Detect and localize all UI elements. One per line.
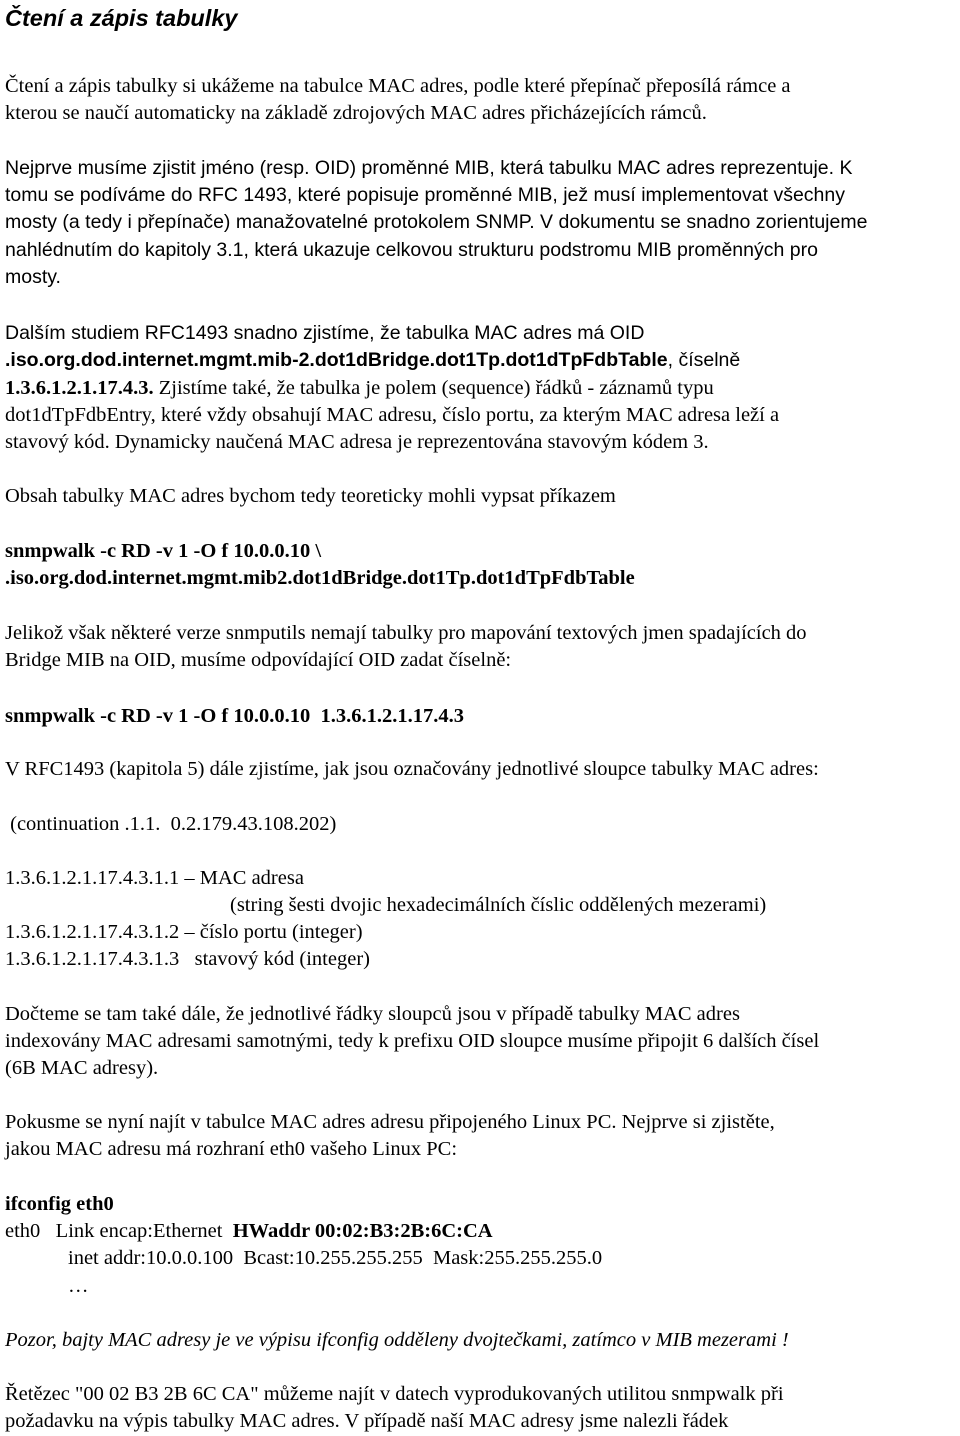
paragraph-line: Dalším studiem RFC1493 snadno zjistíme, že tabulka MAC adres má OID	[5, 322, 645, 344]
paragraph-line	[5, 347, 740, 374]
hwaddr: HWaddr 00:02:B3:2B:6C:CA	[232, 1220, 493, 1242]
ifconfig-ellipsis: …	[68, 1275, 89, 1297]
paragraph-line: Jelikož však některé verze snmputils nemají tabulky pro mapování textových jmen spadajících do	[5, 622, 807, 644]
paragraph-text: Zjistíme také, že tabulka je polem (sequence) řádků - záznamů typu	[153, 377, 714, 399]
command-line: snmpwalk -c RD -v 1 -O f 10.0.0.10 1.3.6.1.2.1.17.4.3	[5, 705, 464, 727]
paragraph-line: nahlédnutím do kapitoly 3.1, která ukazuje celkovou strukturu podstromu MIB proměnných pro	[5, 239, 818, 261]
paragraph-line: (6B MAC adresy).	[5, 1057, 159, 1079]
ifconfig-text: eth0 Link encap:Ethernet	[5, 1220, 233, 1242]
continuation-line: (continuation .1.1. 0.2.179.43.108.202)	[5, 813, 337, 835]
ifconfig-output-line	[5, 1218, 493, 1245]
paragraph-line	[5, 375, 714, 402]
paragraph-line: stavový kód. Dynamicky naučená MAC adresa je reprezentována stavovým kódem 3.	[5, 431, 709, 453]
paragraph-line: tomu se podíváme do RFC 1493, které popisuje proměnné MIB, jež musí implementovat všechny	[5, 184, 845, 206]
paragraph-line: Pokusme se nyní najít v tabulce MAC adres adresu připojeného Linux PC. Nejprve si zjistěte,	[5, 1111, 775, 1133]
column-mac: 1.3.6.1.2.1.17.4.3.1.1 – MAC adresa	[5, 867, 304, 889]
paragraph-line: požadavku na výpis tabulky MAC adres. V případě naší MAC adresy jsme nalezli řádek	[5, 1410, 729, 1432]
paragraph-text: , číselně	[667, 349, 741, 371]
command-line: snmpwalk -c RD -v 1 -O f 10.0.0.10 \	[5, 540, 322, 562]
paragraph-line: indexovány MAC adresami samotnými, tedy k prefixu OID sloupce musíme připojit 6 dalších čísel	[5, 1030, 820, 1052]
paragraph-line: jakou MAC adresu má rozhraní eth0 vašeho Linux PC:	[5, 1138, 458, 1160]
paragraph-line: mosty.	[5, 266, 61, 288]
paragraph-line: kterou se naučí automaticky na základě zdrojových MAC adres přicházejících rámců.	[5, 102, 707, 124]
command-line: .iso.org.dod.internet.mgmt.mib2.dot1dBridge.dot1Tp.dot1dTpFdbTable	[5, 567, 635, 589]
paragraph-line: Bridge MIB na OID, musíme odpovídající OID zadat číselně:	[5, 649, 512, 671]
ifconfig-command: ifconfig eth0	[5, 1193, 114, 1215]
column-mac-note: (string šesti dvojic hexadecimálních číslic oddělených mezerami)	[230, 894, 767, 916]
paragraph-line: Dočteme se tam také dále, že jednotlivé řádky sloupců jsou v případě tabulky MAC adres	[5, 1003, 740, 1025]
ifconfig-output-line: inet addr:10.0.0.100 Bcast:10.255.255.255 Mask:255.255.255.0	[68, 1247, 603, 1269]
column-status: 1.3.6.1.2.1.17.4.3.1.3 stavový kód (integer)	[5, 948, 370, 970]
paragraph-line: Obsah tabulky MAC adres bychom tedy teoreticky mohli vypsat příkazem	[5, 485, 616, 507]
paragraph-line: Čtení a zápis tabulky si ukážeme na tabulce MAC adres, podle které přepínač přeposílá rámce a	[5, 75, 791, 97]
column-port: 1.3.6.1.2.1.17.4.3.1.2 – číslo portu (integer)	[5, 921, 363, 943]
oid-number: 1.3.6.1.2.1.17.4.3.	[5, 377, 154, 399]
paragraph-line: Řetězec "00 02 B3 2B 6C CA" můžeme najít v datech vyprodukovaných utilitou snmpwalk při	[5, 1383, 784, 1405]
note-line: Pozor, bajty MAC adresy je ve výpisu ifconfig odděleny dvojtečkami, zatímco v MIB mezerami !	[5, 1329, 789, 1351]
page-title: Čtení a zápis tabulky	[5, 5, 238, 31]
paragraph-line: Nejprve musíme zjistit jméno (resp. OID) proměnné MIB, která tabulku MAC adres reprezentuje. K	[5, 157, 853, 179]
paragraph-line: mosty (a tedy i přepínače) manažovatelné protokolem SNMP. V dokumentu se snadno zorientujeme	[5, 211, 868, 233]
paragraph-line: V RFC1493 (kapitola 5) dále zjistíme, jak jsou označovány jednotlivé sloupce tabulky MAC adres:	[5, 758, 819, 780]
oid-name: .iso.org.dod.internet.mgmt.mib-2.dot1dBridge.dot1Tp.dot1dTpFdbTable	[5, 349, 668, 371]
paragraph-line: dot1dTpFdbEntry, které vždy obsahují MAC adresu, číslo portu, za kterým MAC adresa leží a	[5, 404, 780, 426]
